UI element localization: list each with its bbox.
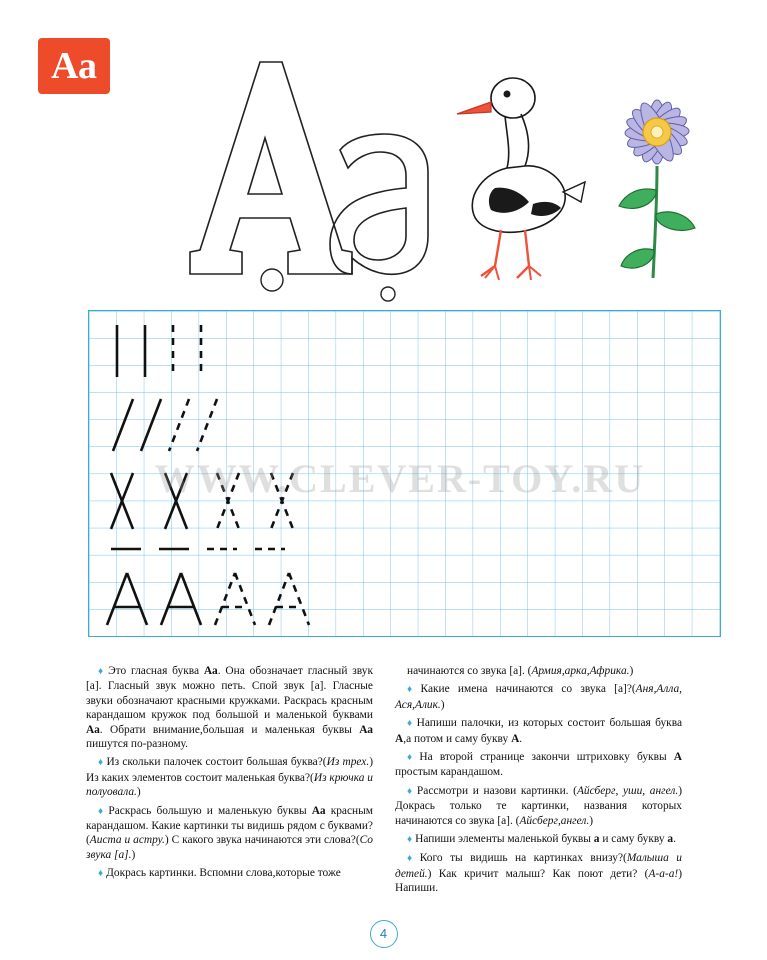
text-run: Из крючка и полуовала. <box>86 771 374 799</box>
text-run: ) <box>589 814 593 827</box>
text-run: Из трех. <box>326 756 370 769</box>
text-run: ) Из каких элементов состоит маленькая буква?( <box>86 756 373 784</box>
text-run: Напиши палочки, из которых состоит большая буква <box>416 717 683 730</box>
text-run: . <box>673 833 676 846</box>
letter-badge: Аа <box>38 38 110 94</box>
instruction-paragraph <box>395 851 682 895</box>
instruction-paragraph <box>395 784 682 828</box>
text-run: Со звука [а]. <box>86 834 373 861</box>
bullet-icon: ♦ <box>407 834 413 846</box>
text-run: Какие имена начинаются со звука [а]?( <box>420 683 636 696</box>
text-run: Малыша и детей. <box>395 852 683 880</box>
text-run: ) <box>136 786 141 799</box>
text-run: ) <box>131 848 136 861</box>
page-number-value: 4 <box>370 920 398 948</box>
text-run: Напиши элементы маленькой буквы <box>415 833 594 846</box>
text-run: ) Напиши. <box>395 867 682 895</box>
text-run: Аиста и астру. <box>89 834 165 847</box>
bullet-icon: ♦ <box>407 684 418 696</box>
text-run: ) <box>629 665 634 677</box>
text-run: . Она обозначает гласный звук [а]. Гласный звук можно петь. Спой звук [а]. Гласные звуки обозначают красными кружками. Раскрась красным карандашом кружок под большой и маленькой буквами <box>86 665 373 722</box>
text-run: Айсберг, уши, ангел. <box>576 784 679 797</box>
text-run: На второй странице закончи штриховку буквы <box>419 751 674 764</box>
watermark-text: WWW.CLEVER-TOY.RU <box>154 456 646 501</box>
instruction-paragraph <box>395 832 682 847</box>
text-run: А <box>673 751 682 764</box>
bullet-icon: ♦ <box>407 785 414 797</box>
text-run: пишутся по-разному. <box>86 738 188 751</box>
bullet-icon: ♦ <box>98 868 104 880</box>
text-run: Аа <box>311 804 326 817</box>
aster-flower-illustration <box>595 78 730 293</box>
text-run: Аа <box>359 723 373 736</box>
bullet-icon: ♦ <box>98 805 106 817</box>
text-run: Это гласная буква <box>108 665 204 677</box>
text-run: ,а потом и саму букву <box>403 732 512 745</box>
text-run: Рассмотри и назови картинки. ( <box>416 784 577 797</box>
right-text-column <box>395 664 682 919</box>
instruction-paragraph <box>86 664 373 751</box>
instruction-paragraph <box>395 716 682 746</box>
instruction-paragraph <box>86 866 373 881</box>
instruction-paragraph <box>395 682 682 712</box>
text-run: Аа <box>203 665 218 677</box>
instruction-paragraph <box>86 804 373 863</box>
text-run: Раскрась большую и маленькую буквы <box>108 804 312 817</box>
bullet-icon: ♦ <box>407 853 417 865</box>
bullet-icon: ♦ <box>407 718 414 730</box>
text-run: Из скольки палочек состоит большая буква?( <box>106 756 327 769</box>
instruction-paragraph <box>395 750 682 780</box>
text-run: Аа <box>86 723 100 736</box>
text-run: Армия,арка,Африка. <box>531 665 630 677</box>
outline-letters-illustration <box>120 22 440 302</box>
text-run: ) Докрась только те картинки, названия которых начинаются со звука [а]. ( <box>395 784 682 827</box>
text-run: А-а-а! <box>648 867 679 880</box>
text-run: ) С какого звука начинаются эти слова?( <box>164 834 360 847</box>
text-run: Докрась картинки. Вспомни слова,которые тоже <box>106 867 341 880</box>
text-run: Аня,Алла, Ася,Алик. <box>395 683 682 711</box>
text-run: . <box>519 732 523 745</box>
text-run: и саму букву <box>599 833 668 846</box>
text-run: начинаются со звука [а]. ( <box>407 665 532 677</box>
bullet-icon: ♦ <box>407 752 417 764</box>
stork-illustration <box>455 70 590 285</box>
bullet-icon: ♦ <box>98 666 106 677</box>
text-run: Айсберг,ангел. <box>519 814 590 827</box>
text-run: а <box>593 833 600 846</box>
text-run: . Обрати внимание,большая и маленькая буквы <box>99 723 360 736</box>
text-run: а <box>667 833 674 846</box>
instruction-paragraph <box>395 664 682 678</box>
text-run: А <box>395 732 404 745</box>
left-text-column <box>86 664 373 919</box>
bullet-icon: ♦ <box>98 757 104 769</box>
text-run: простым карандашом. <box>395 766 503 779</box>
text-run: Кого ты видишь на картинках внизу?( <box>419 852 627 865</box>
page-number <box>0 920 767 948</box>
text-run: ) Как кричит малыш? Как поют дети? ( <box>427 867 649 880</box>
text-run: А <box>511 732 520 745</box>
text-run: красным карандашом. Какие картинки ты видишь рядом с буквами?( <box>86 804 373 847</box>
handwriting-practice-grid[interactable] <box>88 310 721 637</box>
instruction-text-columns <box>86 664 682 919</box>
instruction-paragraph <box>86 755 373 799</box>
text-run: ) <box>440 698 445 711</box>
